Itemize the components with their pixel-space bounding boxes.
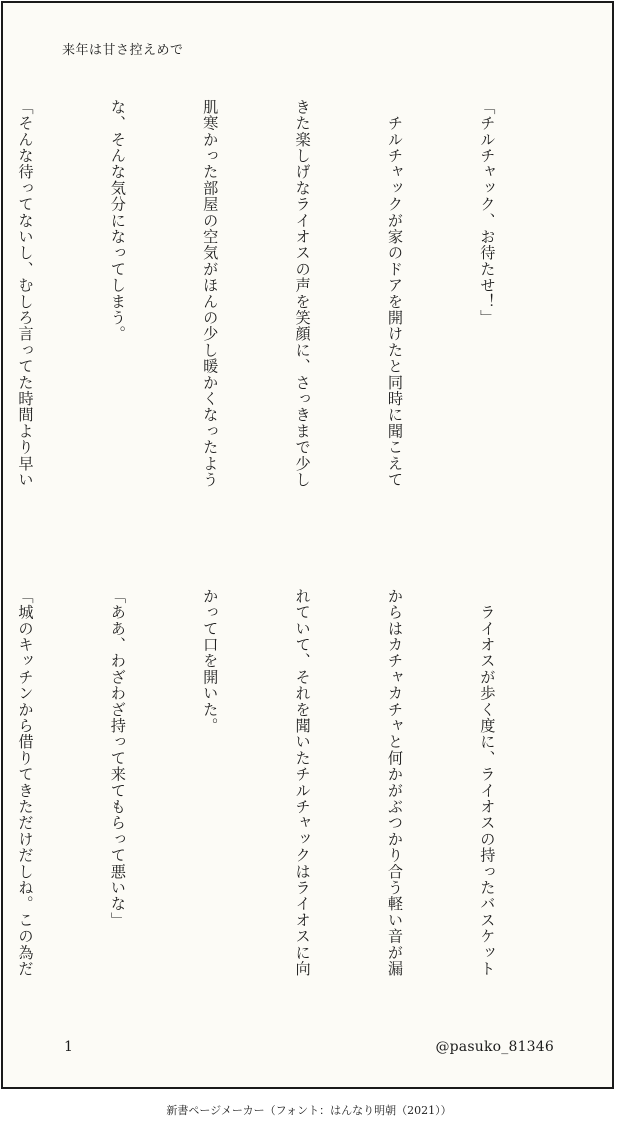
text-line: 「城のキッチンから借りてきただけだしね。この為だ	[16, 588, 35, 977]
text-block-bottom	[16, 588, 564, 1010]
text-line: ライオスが歩く度に、ライオスの持ったバスケット	[478, 588, 497, 977]
text-line: 「そんな待ってないし、むしろ言ってた時間より早い	[16, 99, 35, 488]
text-line: れていて、それを聞いたチルチャックはライオスに向	[293, 588, 312, 977]
text-line: な、そんな気分になってしまう。	[108, 99, 127, 342]
page-number: 1	[64, 1039, 73, 1055]
text-line: チルチャックが家のドアを開けたと同時に聞こえて	[386, 99, 405, 488]
text-line: 「チルチャック、お待たせ！」	[478, 99, 497, 326]
text-line: きた楽しげなライオスの声を笑顔に、さっきまで少し	[293, 99, 312, 488]
text-line: からはカチャカチャと何かがぶつかり合う軽い音が漏	[386, 588, 405, 977]
book-page	[1, 1, 614, 1089]
text-line: 肌寒かった部屋の空気がほんの少し暖かくなったよう	[201, 99, 220, 488]
text-line: かって口を開いた。	[201, 588, 220, 734]
page-header-title: 来年は甘さ控えめで	[62, 43, 184, 58]
generator-credit: 新書ページメーカー（フォント：はんなり明朝（2021））	[166, 1104, 452, 1117]
author-handle: @pasuko_81346	[435, 1039, 554, 1055]
text-line: 「ああ、わざわざ持って来てもらって悪いな」	[108, 588, 127, 929]
text-block-top	[16, 99, 564, 563]
